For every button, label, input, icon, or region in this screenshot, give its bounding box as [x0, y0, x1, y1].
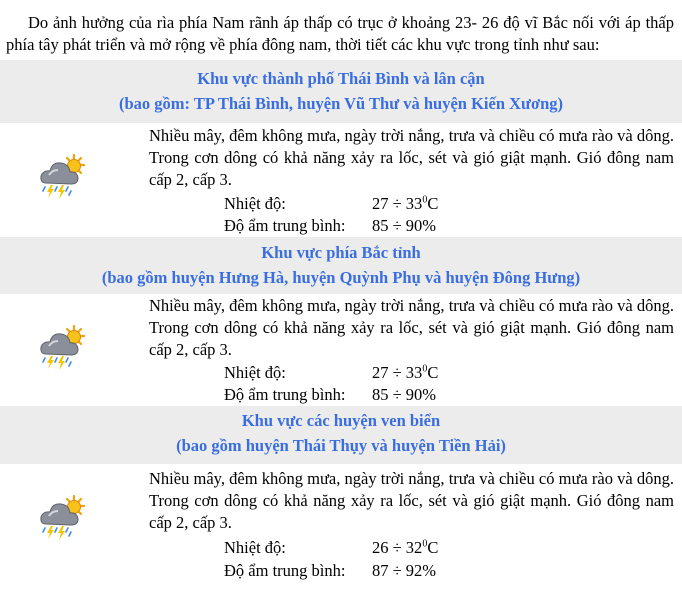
temperature-value: $26 \div 32^0C$	[372, 538, 439, 557]
humidity-label: Độ ẩm trung bình:	[224, 561, 346, 580]
humidity-label: Độ ẩm trung bình:	[224, 216, 346, 235]
region-header-city	[0, 60, 682, 123]
thunderstorm-sun-icon	[38, 324, 86, 372]
humidity-value: 87 ÷ 92%	[372, 561, 437, 580]
region-header-coastal	[0, 406, 682, 464]
temperature-label: Nhiệt độ:	[224, 363, 286, 382]
temperature-value: $27 \div 33^0C$	[372, 363, 439, 382]
humidity-row	[224, 215, 436, 237]
region-title: Khu vực thành phố Thái Bình và lân cận	[197, 69, 485, 88]
humidity-row	[224, 560, 436, 582]
region-forecast-city	[0, 123, 682, 237]
region-header-north	[0, 237, 682, 294]
region-subtitle: (bao gồm: TP Thái Bình, huyện Vũ Thư và huyện Kiến Xương)	[118, 94, 564, 113]
humidity-value: 85 ÷ 90%	[372, 216, 437, 235]
temperature-row	[224, 362, 438, 384]
region-title: Khu vực các huyện ven biển	[241, 411, 441, 430]
region-subtitle: (bao gồm huyện Hưng Hà, huyện Quỳnh Phụ và huyện Đông Hưng)	[101, 268, 581, 287]
region-forecast-coastal	[0, 464, 682, 599]
humidity-row	[224, 384, 436, 406]
forecast-text: Nhiều mây, đêm không mưa, ngày trời nắng, trưa và chiều có mưa rào và dông. Trong cơn dông có khả năng xảy ra lốc, sét và gió giật mạnh. Gió đông nam cấp 2, cấp 3.	[149, 126, 674, 189]
humidity-label: Độ ẩm trung bình:	[224, 385, 346, 404]
temperature-label: Nhiệt độ:	[224, 538, 286, 557]
forecast-text: Nhiều mây, đêm không mưa, ngày trời nắng, trưa và chiều có mưa rào và dông. Trong cơn dông có khả năng xảy ra lốc, sét và gió giật mạnh. Gió đông nam cấp 2, cấp 3.	[149, 296, 674, 359]
region-title: Khu vực phía Bắc tỉnh	[261, 243, 421, 262]
temperature-row	[224, 537, 438, 559]
thunderstorm-sun-icon	[38, 494, 86, 542]
region-forecast-north	[0, 294, 682, 406]
temperature-row	[224, 193, 438, 215]
humidity-value: 85 ÷ 90%	[372, 385, 437, 404]
temperature-label: Nhiệt độ:	[224, 194, 286, 213]
region-subtitle: (bao gồm huyện Thái Thụy và huyện Tiền Hải)	[176, 436, 506, 455]
temperature-value: $27 \div 33^0C$	[372, 194, 439, 213]
intro-paragraph: Do ảnh hưởng của rìa phía Nam rãnh áp thấp có trục ở khoảng 23- 26 độ vĩ Bắc nối với áp thấp phía tây phát triển và mở rộng về phía đông nam, thời tiết các khu vực trong tỉnh như sau:	[6, 13, 674, 54]
thunderstorm-sun-icon	[38, 153, 86, 201]
forecast-text: Nhiều mây, đêm không mưa, ngày trời nắng, trưa và chiều có mưa rào và dông. Trong cơn dông có khả năng xảy ra lốc, sét và gió giật mạnh. Gió đông nam cấp 2, cấp 3.	[149, 469, 674, 532]
